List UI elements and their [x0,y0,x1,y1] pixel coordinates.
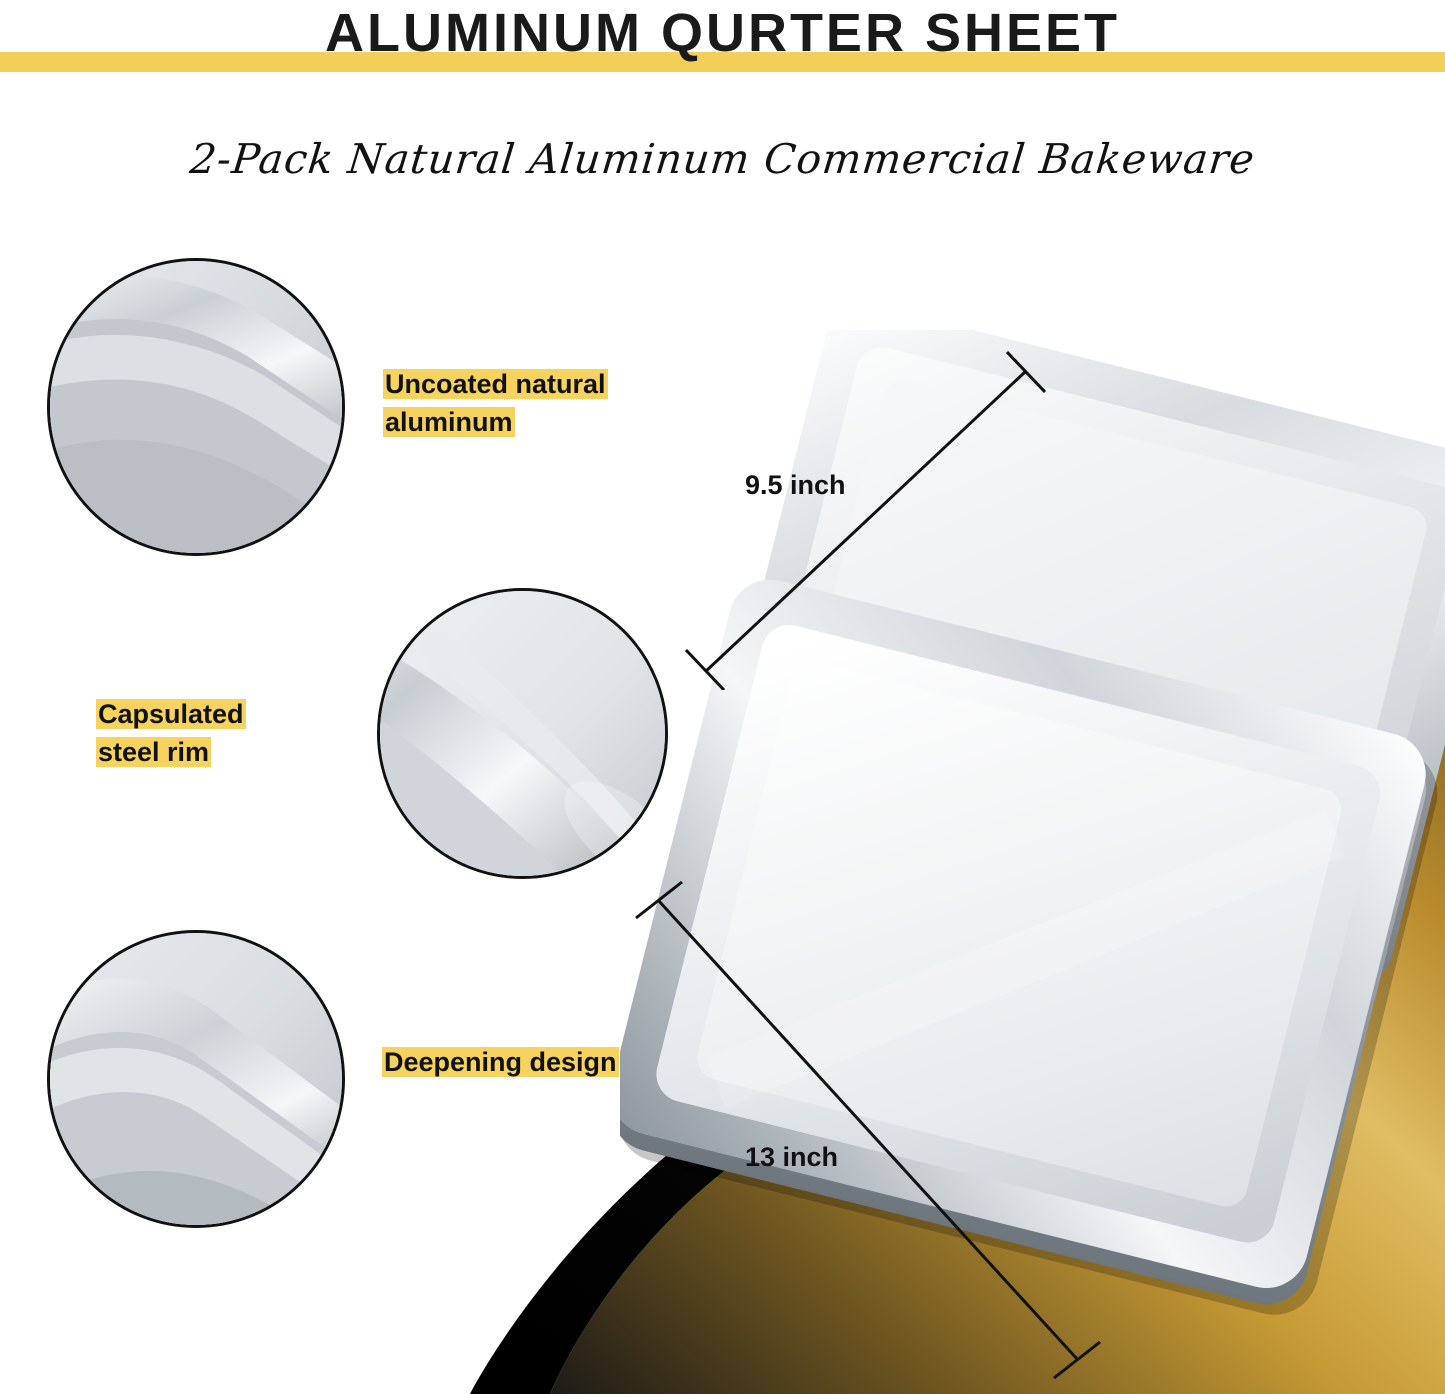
feature-uncoated-line1: Uncoated natural [385,369,606,399]
callout-capsulated-steel-rim [377,588,668,879]
feature-rim-line1: Capsulated [98,699,244,729]
feature-deep-line1: Deepening design [384,1047,617,1077]
dimension-length-label: 13 inch [745,1142,839,1172]
page-subtitle: 2-Pack Natural Aluminum Commercial Bakeware [187,135,1258,183]
feature-rim-line2: steel rim [98,737,210,768]
feature-label-uncoated [383,365,713,442]
feature-uncoated-line2: aluminum [385,407,513,438]
feature-label-steel-rim [96,695,346,772]
feature-label-deepening [382,1043,712,1081]
callout-deepening-design [47,930,345,1228]
callout-uncoated-aluminum [47,258,345,556]
page-title: ALUMINUM QURTER SHEET [325,3,1120,63]
title-band [0,0,1445,72]
dimension-width-label: 9.5 inch [745,470,846,500]
